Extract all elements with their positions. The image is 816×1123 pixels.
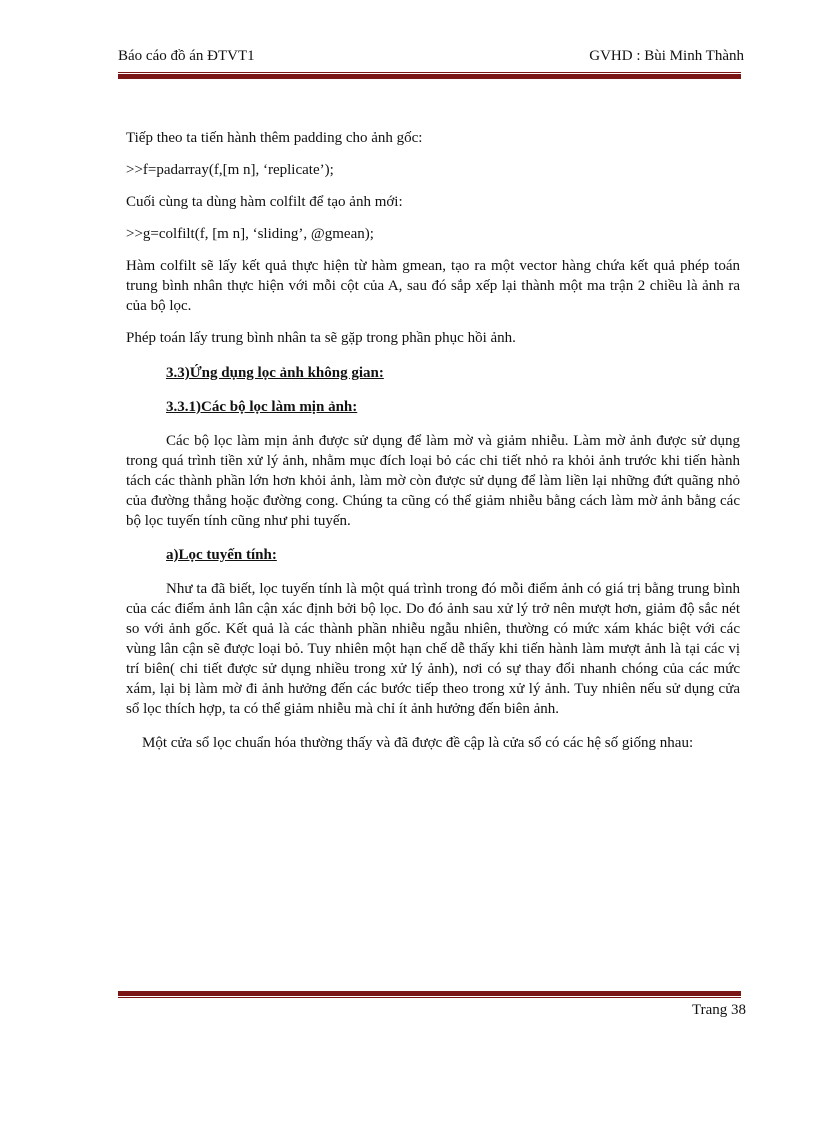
subsubsection-heading: a)Lọc tuyến tính: <box>166 547 277 563</box>
code-line: >>g=colfilt(f, [m n], ‘sliding’, @gmean); <box>126 226 374 242</box>
footer-rule <box>118 991 741 999</box>
subsection-heading: 3.3.1)Các bộ lọc làm mịn ảnh: <box>166 399 358 415</box>
section-heading: 3.3)Ứng dụng lọc ảnh không gian: <box>166 365 384 381</box>
body-paragraph: Cuối cùng ta dùng hàm colfilt để tạo ảnh mới: <box>126 194 403 210</box>
header-title: Báo cáo đồ án ĐTVT1 <box>118 48 255 64</box>
body-paragraph: Tiếp theo ta tiến hành thêm padding cho ảnh gốc: <box>126 130 423 146</box>
header-rule <box>118 72 741 80</box>
header-supervisor: GVHD : Bùi Minh Thành <box>589 48 744 64</box>
page-header <box>118 48 744 70</box>
body-paragraph: Các bộ lọc làm mịn ảnh được sử dụng để làm mờ và giảm nhiễu. Làm mờ ảnh được sử dụng trong quá trình tiền xử lý ảnh, nhằm mục đích loại bỏ các chi tiết nhỏ ra khỏi ảnh trước khi tiến hành tách các thành phần lớn hơn khỏi ảnh, làm mờ còn được sử dụng để làm liền lại những đứt quãng nhỏ của đường thẳng hoặc đường cong. Chúng ta cũng có thể giảm nhiễu bằng cách làm mờ ảnh bằng các bộ lọc tuyến tính cũng như phi tuyến. <box>126 433 740 529</box>
document-body <box>126 128 740 753</box>
body-paragraph: Hàm colfilt sẽ lấy kết quả thực hiện từ hàm gmean, tạo ra một vector hàng chứa kết quả phép toán trung bình nhân thực hiện với mỗi cột của A, sau đó sắp xếp lại thành một ma trận 2 chiều là ảnh ra của bộ lọc. <box>126 258 740 314</box>
body-paragraph: Như ta đã biết, lọc tuyến tính là một quá trình trong đó mỗi điểm ảnh có giá trị bằng trung bình của các điểm ảnh lân cận xác định bởi bộ lọc. Do đó ảnh sau xử lý trở nên mượt hơn, giảm độ sắc nét so với ảnh gốc. Kết quả là các thành phần nhiễu ngẫu nhiên, thường có mức xám khác biệt với các vùng lân cận sẽ được loại bỏ. Tuy nhiên một hạn chế dễ thấy khi tiến hành làm mượt ảnh là tại các vị trí biên( chi tiết được sử dụng nhiều trong xử lý ảnh), nơi có sự thay đổi nhanh chóng của các mức xám, lại bị làm mờ đi ảnh hưởng đến các bước tiếp theo trong xử lý ảnh. Tuy nhiên nếu sử dụng cửa sổ lọc thích hợp, ta có thể giảm nhiễu mà chỉ ít ảnh hưởng đến biên ảnh. <box>126 581 740 717</box>
body-paragraph: Phép toán lấy trung bình nhân ta sẽ gặp trong phần phục hồi ảnh. <box>126 330 516 346</box>
page-number: Trang 38 <box>691 1002 746 1018</box>
code-line: >>f=padarray(f,[m n], ‘replicate’); <box>126 162 334 178</box>
body-paragraph: Một cửa sổ lọc chuẩn hóa thường thấy và đã được đề cập là cửa sổ có các hệ số giống nhau: <box>142 735 694 751</box>
